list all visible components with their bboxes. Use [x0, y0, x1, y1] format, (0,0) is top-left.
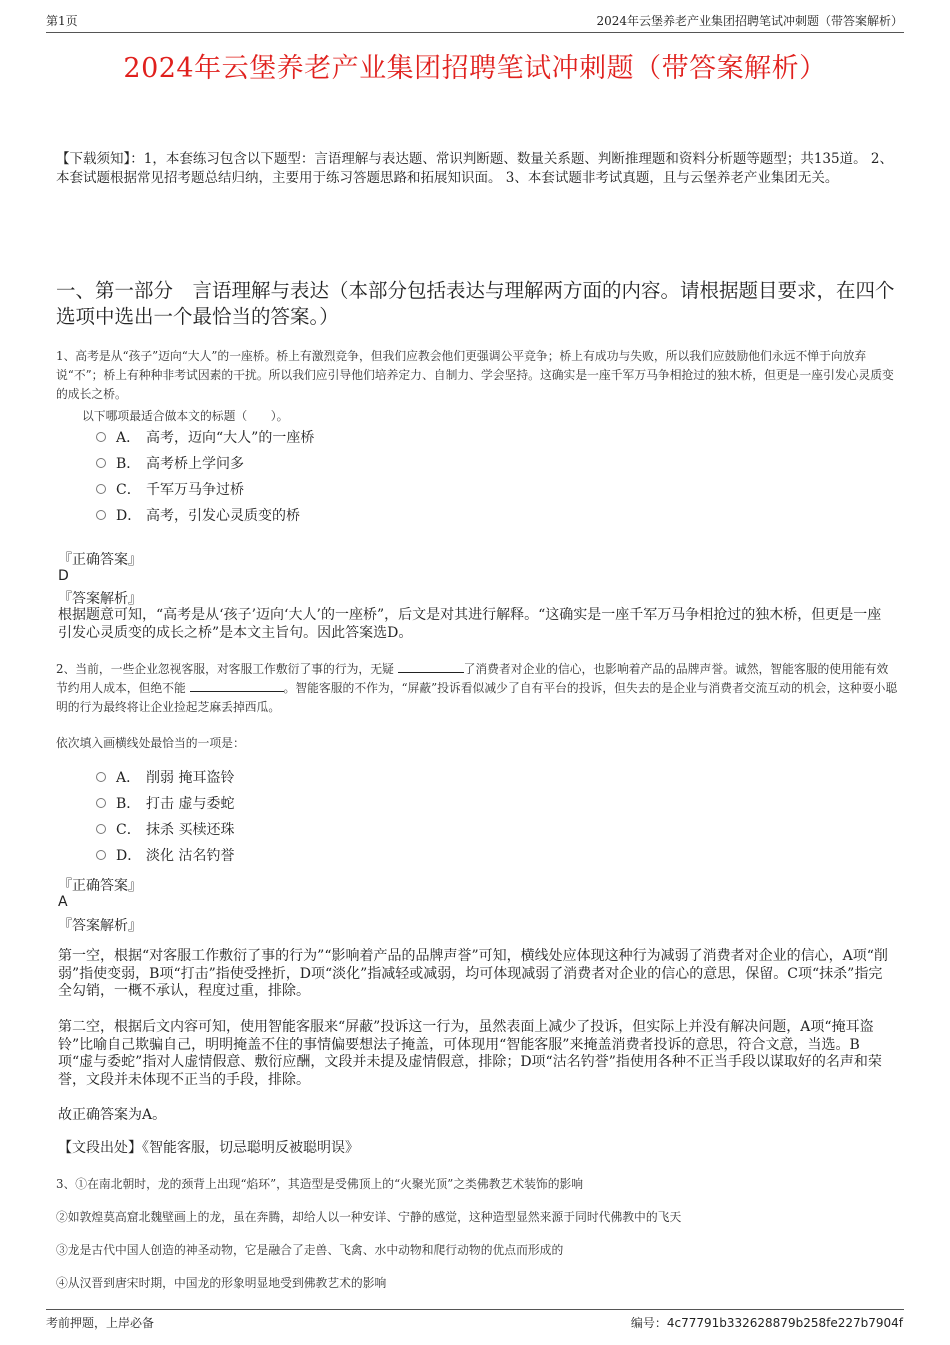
q1-option-c[interactable]: C． 千军万马争过桥: [96, 477, 314, 503]
q2-source: 【文段出处】《智能客服，切忌聪明反被聪明误》: [58, 1140, 359, 1156]
q2-answer: A: [58, 894, 68, 910]
radio-icon[interactable]: [96, 798, 106, 808]
section-heading: 一、第一部分 言语理解与表达（本部分包括表达与理解两方面的内容。请根据题目要求，在四个选项中选出一个最恰当的答案。）: [56, 279, 895, 328]
radio-icon[interactable]: [96, 824, 106, 834]
q3-item: 3、①在南北朝时，龙的颈背上出现“焰环”，其造型是受佛顶上的“火聚光顶”之类佛教艺术装饰的影响: [56, 1177, 584, 1191]
footer-slogan: 考前押题，上岸必备: [46, 1316, 155, 1330]
q2-options: [96, 765, 234, 869]
q3-item: ④从汉晋到唐宋时期，中国龙的形象明显地受到佛教艺术的影响: [56, 1276, 387, 1290]
radio-icon[interactable]: [96, 850, 106, 860]
q2-conclusion: 故正确答案为A。: [58, 1107, 167, 1123]
q2-prompt: 依次填入画横线处最恰当的一项是：: [56, 736, 245, 750]
fill-blank-1[interactable]: [398, 660, 464, 673]
q1-option-d[interactable]: D． 高考，引发心灵质变的桥: [96, 503, 314, 529]
q2-analysis-para-2: 第二空，根据后文内容可知，使用智能客服来“屏蔽”投诉这一行为，虽然表面上减少了投诉，但实际上并没有解决问题，A项“掩耳盗铃”比喻自己欺骗自己，明明掩盖不住的事情偏要想法子掩盖，可体现用“智能客服”来掩盖消费者投诉的意思，符合文意，当选。B项“虚与委蛇”指对人虚情假意、敷衍应酬，文段并未提及虚情假意，排除；D项“沽名钓誉”指使用各种不正当手段以谋取好的名声和荣誉，文段并未体现不正当的手段，排除。: [58, 1019, 882, 1088]
q1-prompt: 以下哪项最适合做本文的标题（ ）。: [82, 409, 289, 423]
running-header-title: 2024年云堡养老产业集团招聘笔试冲刺题（带答案解析）: [596, 14, 903, 28]
q1-option-a[interactable]: A． 高考，迈向“大人”的一座桥: [96, 425, 314, 451]
q2-option-d[interactable]: D． 淡化 沽名钓誉: [96, 843, 234, 869]
q2-answer-label: 『正确答案』: [58, 878, 142, 894]
q2-stem: 2、当前，一些企业忽视客服，对客服工作敷衍了事的行为，无疑 了消费者对企业的信心，也影响着产品的品牌声誉。诚然，智能客服的使用能有效节约用人成本，但绝不能 。智能客服的不作为，“屏蔽”投诉看似减少了自有平台的投诉，但失去的是企业与消费者交流互动的机会，这种耍小聪明的行为最终将让企业捡起芝麻丢掉西瓜。: [56, 662, 898, 714]
radio-icon[interactable]: [96, 458, 106, 468]
q2-option-c[interactable]: C． 抹杀 买椟还珠: [96, 817, 234, 843]
page-number: 第1页: [46, 14, 78, 28]
q1-analysis-label: 『答案解析』: [58, 591, 142, 607]
download-notice: 【下载须知】：1，本套练习包含以下题型：言语理解与表达题、常识判断题、数量关系题、判断推理题和资料分析题等题型；共135道。 2、本套试题根据常见招考题总结归纳，主要用于练习答题思路和拓展知识面。 3、本套试题非考试真题，且与云堡养老产业集团无关。: [56, 151, 893, 186]
q3-item: ②如敦煌莫高窟北魏壁画上的龙，虽在奔腾，却给人以一种安详、宁静的感觉，这种造型显然来源于同时代佛教中的飞天: [56, 1210, 682, 1224]
q1-answer: D: [58, 568, 69, 584]
q2-analysis-para-1: 第一空，根据“对客服工作敷衍了事的行为”“影响着产品的品牌声誉”可知，横线处应体现这种行为减弱了消费者对企业的信心，A项“削弱”指使变弱，B项“打击”指使受挫折，D项“淡化”指减轻或减弱，均可体现减弱了消费者对企业的信心的意思，保留。C项“抹杀”指完全勾销，一概不承认，程度过重，排除。: [58, 948, 888, 999]
q3-item: ③龙是古代中国人创造的神圣动物，它是融合了走兽、飞禽、水中动物和爬行动物的优点而形成的: [56, 1243, 564, 1257]
radio-icon[interactable]: [96, 772, 106, 782]
q1-options: [96, 425, 314, 529]
footer-code: 编号：4c77791b332628879b258fe227b7904f: [630, 1316, 903, 1330]
q1-stem: 1、高考是从“孩子”迈向“大人”的一座桥。桥上有激烈竞争，但我们应教会他们更强调公平竞争；桥上有成功与失败，所以我们应鼓励他们永远不惮于向放弃说“不”；桥上有种种非考试因素的干扰。所以我们应引导他们培养定力、自制力、学会坚持。这确实是一座千军万马争相抢过的独木桥，但更是一座引发心灵质变的成长之桥。: [56, 349, 894, 401]
header-divider: [46, 32, 904, 33]
q2-option-a[interactable]: A． 削弱 掩耳盗铃: [96, 765, 234, 791]
q2-option-b[interactable]: B． 打击 虚与委蛇: [96, 791, 234, 817]
radio-icon[interactable]: [96, 510, 106, 520]
q1-analysis: 根据题意可知，“高考是从‘孩子’迈向‘大人’的一座桥”，后文是对其进行解释。“这确实是一座千军万马争相抢过的独木桥，但更是一座引发心灵质变的成长之桥”是本文主旨句。因此答案选D。: [58, 607, 882, 641]
footer-divider: [46, 1309, 904, 1310]
q1-answer-label: 『正确答案』: [58, 552, 142, 568]
q1-option-b[interactable]: B． 高考桥上学问多: [96, 451, 314, 477]
radio-icon[interactable]: [96, 432, 106, 442]
document-title: 2024年云堡养老产业集团招聘笔试冲刺题（带答案解析）: [123, 53, 827, 84]
q2-analysis-label: 『答案解析』: [58, 918, 142, 934]
fill-blank-2[interactable]: [190, 679, 284, 692]
radio-icon[interactable]: [96, 484, 106, 494]
